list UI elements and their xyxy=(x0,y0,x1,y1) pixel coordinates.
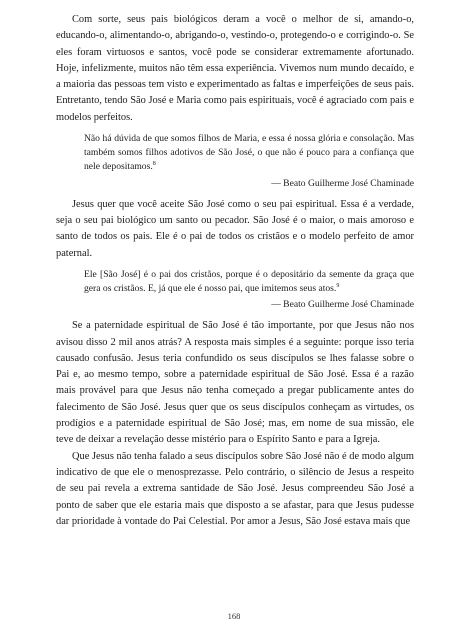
quote-text: Não há dúvida de que somos filhos de Maria, e essa é nossa glória e consolação. Mas também somos filhos adotivos de São José, o que não é pouco para a confiança que nele depositamos.$^8$ xyxy=(84,133,414,173)
footnote-marker: 9 xyxy=(336,282,340,289)
paragraph: Com sorte, seus pais biológicos deram a você o melhor de si, amando-o, educando-o, alimentando-o, abrigando-o, vestindo-o, protegendo-o e corrigindo-o. Se eles foram virtuosos e santos, você pode se considerar extremamente afortunado. Hoje, infelizmente, muitos não têm essa experiência. Vivemos num mundo decaído, e a maioria das pessoas tem visto e experimentado as faltas e imperfeições de seus pais. Entretanto, tendo São José e Maria como pais espirituais, você é agraciado com pais e modelos perfeitos. xyxy=(56,14,414,123)
footnote-marker: 8 xyxy=(152,161,156,168)
quote-text: Ele [São José] é o pai dos cristãos, porque é o depositário da semente da graça que gera os cristãos. E, já que ele é nosso pai, que imitemos seus atos.$^9$ xyxy=(84,268,414,295)
paragraph: Jesus quer que você aceite São José como o seu pai espiritual. Essa é a verdade, seja o seu pai biológico um santo ou pecador. São José é o maior, o mais amoroso e santo de todos os pais. Ele é o pai de todos os cristãos e o modelo perfeito de amor paternal. xyxy=(56,198,414,259)
quote-attribution: — Beato Guilherme José Chaminade xyxy=(271,299,414,311)
page-body xyxy=(56,12,414,530)
block-quote xyxy=(84,132,414,191)
paragraph: Que Jesus não tenha falado a seus discípulos sobre São José não é de modo algum indicativo de que ele o menosprezasse. Pelo contrário, o silêncio de Jesus a respeito de seu pai revela a extrema santidade de São José. Jesus compreendeu São José a ponto de saber que ele estaria mais que disposto a se afastar, para que Jesus pudesse dar prioridade à vontade do Pai Celestial. Por amor a Jesus, São José estava mais que xyxy=(56,450,414,527)
paragraph: Se a paternidade espiritual de São José é tão importante, por que Jesus não nos avisou disso 2 mil anos atrás? A resposta mais simples é a seguinte: porque isso teria causado confusão. Jesus teria confundido os seus discípulos se lhes falasse sobre o Pai e, ao mesmo tempo, sobre a paternidade espiritual de São José. Essa é a razão mais provável para que Jesus não tenha começado a pregar publicamente antes do falecimento de São José. Jesus quer que os seus discípulos conheçam as virtudes, os prodígios e a paternidade espiritual de São José; mas, em nome de sua missão, ele teve de deixar a revelação desse mistério para o Espírito Santo e para a Igreja. xyxy=(56,320,414,446)
page-number: 168 xyxy=(227,611,241,621)
quote-attribution: — Beato Guilherme José Chaminade xyxy=(271,177,414,189)
block-quote xyxy=(84,268,414,312)
